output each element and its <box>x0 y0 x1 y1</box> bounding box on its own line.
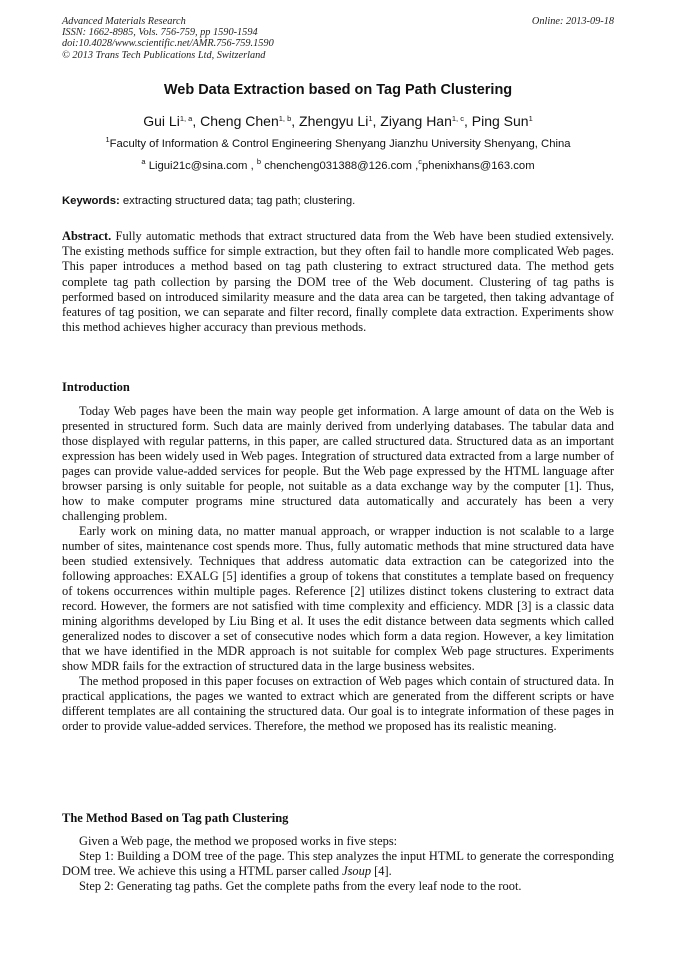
author: Ziyang Han$^{1, c}$, <box>380 113 472 129</box>
abstract <box>62 229 614 335</box>
email-list: $^a$ Ligui21c@sina.com , $^b$ chencheng031388@126.com ,$^c$phenixhans@163.com <box>141 157 535 172</box>
keywords <box>62 195 614 207</box>
online-date: Online: 2013-09-18 <box>531 16 614 27</box>
paragraph: Step 1: Building a DOM tree of the page. This step analyzes the input HTML to generate the corresponding DOM tree. We achieve this using a HTML parser called Jsoup [4]. <box>62 849 614 878</box>
author: Gui Li$^{1, a}$, <box>143 113 201 129</box>
journal-name: Advanced Materials Research <box>62 16 186 27</box>
introduction-body <box>62 404 614 734</box>
section-heading-method: The Method Based on Tag path Clustering <box>62 811 289 825</box>
email[interactable]: $^b$ chencheng031388@126.com <box>256 157 412 172</box>
paragraph: Given a Web page, the method we proposed works in five steps: <box>79 834 398 848</box>
author: Cheng Chen$^{1, b}$, <box>200 113 300 129</box>
doi-line: doi:10.4028/www.scientific.net/AMR.756-759.1590 <box>62 38 274 50</box>
paragraph: The method proposed in this paper focuses on extraction of Web pages which contain of structured data. In practical applications, the pages we wanted to extract which are generated from the different scripts or have different templates are all containing the structured data. Our goal is to integrate information of these pages in order to provide value-added services. Therefore, the method we proposed has its realistic meaning. <box>62 674 614 733</box>
keywords-text: extracting structured data; tag path; clustering. <box>119 195 356 207</box>
paragraph: Step 2: Generating tag paths. Get the complete paths from the every leaf node to the root. <box>79 879 522 893</box>
journal-header <box>62 16 614 61</box>
method-body <box>62 834 614 894</box>
email[interactable]: $^a$ Ligui21c@sina.com <box>141 157 248 172</box>
issn-line: ISSN: 1662-8985, Vols. 756-759, pp 1590-1594 <box>62 27 258 39</box>
email[interactable]: $^c$phenixhans@163.com <box>418 157 535 172</box>
section-heading-introduction: Introduction <box>62 380 130 394</box>
paper-title: Web Data Extraction based on Tag Path Clustering <box>163 82 513 98</box>
author-list <box>62 113 614 129</box>
author: Ping Sun$^1$ <box>471 113 533 129</box>
affiliation: $^1$Faculty of Information & Control Engineering Shenyang Jianzhu University Shenyang, China <box>105 135 571 150</box>
copyright-line: © 2013 Trans Tech Publications Ltd, Switzerland <box>62 49 266 61</box>
abstract-label: Abstract. <box>62 229 112 243</box>
keywords-label: Keywords: <box>62 195 120 207</box>
abstract-text: Fully automatic methods that extract structured data from the Web have been studied extensively. The existing methods suffice for simple extraction, but they often fail to handle more complicated Web pages. This paper introduces a method based on tag path clustering to extract structured data. The method gets complete tag path collection by parsing the DOM tree of the Web document. Clustering of tag paths is performed based on introduced similarity measure and the data area can be targeted, then taking advantage of features of tag position, we can separate and filter record, finally complete data extraction. Experiments show this method achieves higher accuracy than previous methods. <box>62 229 614 335</box>
paragraph: Today Web pages have been the main way people get information. A large amount of data on the Web is presented in structured form. Such data are mainly derived from underlying databases. The tabular data and those displayed with regular patterns, in this paper, are called structured data. Structured data as an important expression has been widely used in Web pages. Integration of structured data extracted from a large number of pages can provide value-added services for people. But the Web page expressed by the HTML language after browser parsing is only suitable for people, not suitable as a data exchange way by the computer [1]. Thus, how to make computer programs mine structured data automatically and accurately has been a very challenging problem. <box>62 404 614 523</box>
paragraph: Early work on mining data, no matter manual approach, or wrapper induction is not scalable to a large number of sites, maintenance cost spends more. Thus, fully automatic methods that mine structured data have been studied extensively. Techniques that address automatic data extraction can be categorized into the following approaches: EXALG [5] identifies a group of tokens that constitutes a template based on frequency of tokens occurrences within multiple pages. Reference [2] utilizes distinct tokens clustering to extract data record. However, the formers are not satisfied with time complexity and efficiency. MDR [3] is a classic data mining algorithms developed by Liu Bing et al. It uses the edit distance between data segments which called generalized nodes to discover a set of consecutive nodes which form a data region. However, a key limitation that we have identified in the MDR approach is not suitable for complex Web page structures. Experiments show MDR fails for the extraction of structured data in the large business websites. <box>62 524 614 673</box>
author: Zhengyu Li$^1$, <box>299 113 381 129</box>
